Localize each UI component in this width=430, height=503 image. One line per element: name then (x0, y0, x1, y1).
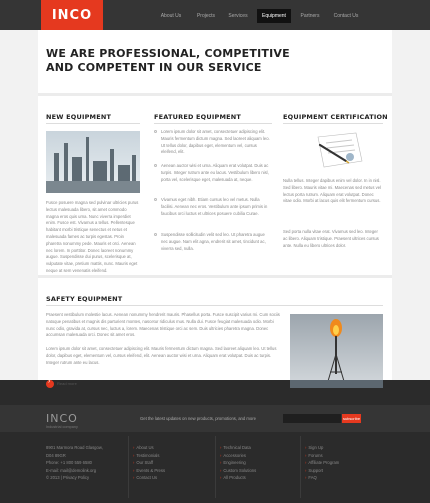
bullet-icon (154, 233, 157, 236)
nav-contact[interactable]: Contact Us (333, 13, 359, 19)
featured-equipment-title: FEATURED EQUIPMENT (154, 113, 242, 121)
footer-separator (300, 436, 301, 498)
refinery-image (46, 131, 140, 193)
footer-link[interactable]: › All Products (220, 475, 246, 480)
footer-contact: 8901 Marmora Road Glasgow, D04 89GR Phone: +1 800 559 6580 E-mail: mail@demolink.org © 2013 | Privacy Policy (46, 445, 103, 480)
certification-text-2: Sed porta nulla vitae erat. Vivamus sed leo. Integer ac libero. Aliquam tristique. Praesent ultrices cursus ante. Nulla eu libero ultrices dolor. (283, 229, 379, 248)
gas-flare-image (290, 314, 383, 388)
footer-links-company (133, 444, 165, 482)
footer-link[interactable]: › Our Staff (133, 460, 154, 465)
footer-link[interactable]: › Technical Data (220, 445, 251, 450)
safety-text-2: Lorem ipsum dolor sit amet, consectetuer adipiscing elit. Mauris fermentum dictum magna. Sed laoreet aliquam leo. Ut tellus dolor, dapibus eget, elementum vel, cursus eleifend, elit. Aenean auctor wisi et urna. Aliquam erat volutpat. Duis ac turpis. Integer rutrum ante eu lacus. (46, 346, 277, 365)
newsletter-text: Get the latest updates on new products, promotions, and more (140, 416, 256, 421)
read-more-arrow-icon[interactable] (46, 380, 54, 388)
footer-link[interactable]: › Engineering (220, 460, 246, 465)
safety-equipment-title: SAFETY EQUIPMENT (46, 295, 123, 303)
certificate-icon (312, 131, 368, 171)
title-underline (283, 123, 383, 124)
footer-link[interactable]: › Contact Us (133, 475, 158, 480)
footer-links-products (220, 444, 256, 482)
section-divider (38, 93, 392, 96)
footer-separator (215, 436, 216, 498)
bullet-icon (154, 130, 157, 133)
bullet-icon (154, 198, 157, 201)
section-divider (38, 275, 392, 278)
footer-logo-subtitle: Industrial company (46, 425, 78, 429)
certification-title: EQUIPMENT CERTIFICATION (283, 113, 388, 121)
footer-links-account (305, 444, 339, 482)
subscribe-button[interactable]: subscribe (342, 416, 361, 421)
title-underline (46, 305, 383, 306)
safety-text-1: Praesent vestibulum molestie lacus. Aenean nonummy hendrerit mauris. Phasellus porta. Fusce suscipit varius mi. Cum sociis natoque penatibus et magnis dis parturient montes, nascetur ridiculus mus. Nulla dui. Fusce feugiat malesuada odio. Morbi nunc odio, gravida at, cursus nec, luctus a, lorem. Maecenas tristique orci ac sem. Duis ultricies pharetra magna. Donec accumsan malesuada orci. Donec sit amet eros. (46, 312, 280, 338)
nav-projects[interactable]: Projects (196, 13, 216, 19)
footer-link[interactable]: › Forums (305, 452, 323, 458)
footer-link[interactable]: › FAQ (305, 475, 317, 480)
new-equipment-title: NEW EQUIPMENT (46, 113, 112, 121)
certification-text-1: Nulla tellus. Integer dapibus enim vel dolor. In in nisl. Sed libero. Mauris vitae mi. Maecenas sed metus vel lectus porta rutrum. Aliquam erat volutpat. Donec vitae odio. Morbi at lacus quis elit fermentum cursus. (283, 178, 381, 204)
title-underline (46, 123, 140, 124)
bullet-icon (154, 164, 157, 167)
new-equipment-text: Fusce posuere magna sed pulvinar ultricies purus lectus malesuada libero, sit amet commodo magna eros quis urna. Nunc viverra imperdiet enim. Fusce est. Vivamus a tellus. Pellentesque habitant morbi tristique senectus et netus et malesuada fames ac turpis egestas. Proin pharetra nonummy pede. Mauris et orci. Aenean nec lorem. In porttitor. Donec laoreet nonummy augue. Suspendisse dui purus, scelerisque at, vulputate vitae, pretium mattis, nunc. Mauris eget neque at sem venenatis eleifend. (46, 200, 139, 273)
footer-link[interactable]: › Accessories (220, 452, 246, 458)
nav-services[interactable]: Services (228, 13, 248, 19)
title-underline (154, 123, 272, 124)
read-more-link[interactable]: Read more (57, 381, 77, 386)
site-logo[interactable]: INCO (41, 0, 103, 30)
footer-link[interactable]: › About Us (133, 445, 154, 450)
nav-about[interactable]: About Us (160, 13, 182, 19)
newsletter-email-input[interactable] (283, 414, 341, 423)
footer-link[interactable]: › Support (305, 467, 324, 473)
privacy-policy-link[interactable]: © 2013 | Privacy Policy (46, 475, 90, 480)
footer-link[interactable]: › Testimonials (133, 452, 160, 458)
page-headline: WE ARE PROFESSIONAL, COMPETITIVE AND COMPETENT IN OUR SERVICE (46, 47, 290, 74)
footer-link[interactable]: › Affiliate Program (305, 460, 340, 465)
footer-link[interactable]: › Events & Press (133, 467, 166, 473)
footer-separator (128, 436, 129, 498)
site-header (0, 0, 430, 30)
footer-link[interactable]: › Custom Solutions (220, 467, 257, 473)
footer-logo[interactable]: INCO (46, 412, 78, 425)
nav-equipment[interactable]: Equipment (257, 9, 291, 23)
nav-partners[interactable]: Partners (300, 13, 320, 19)
footer-link[interactable]: › Sign Up (305, 445, 324, 450)
